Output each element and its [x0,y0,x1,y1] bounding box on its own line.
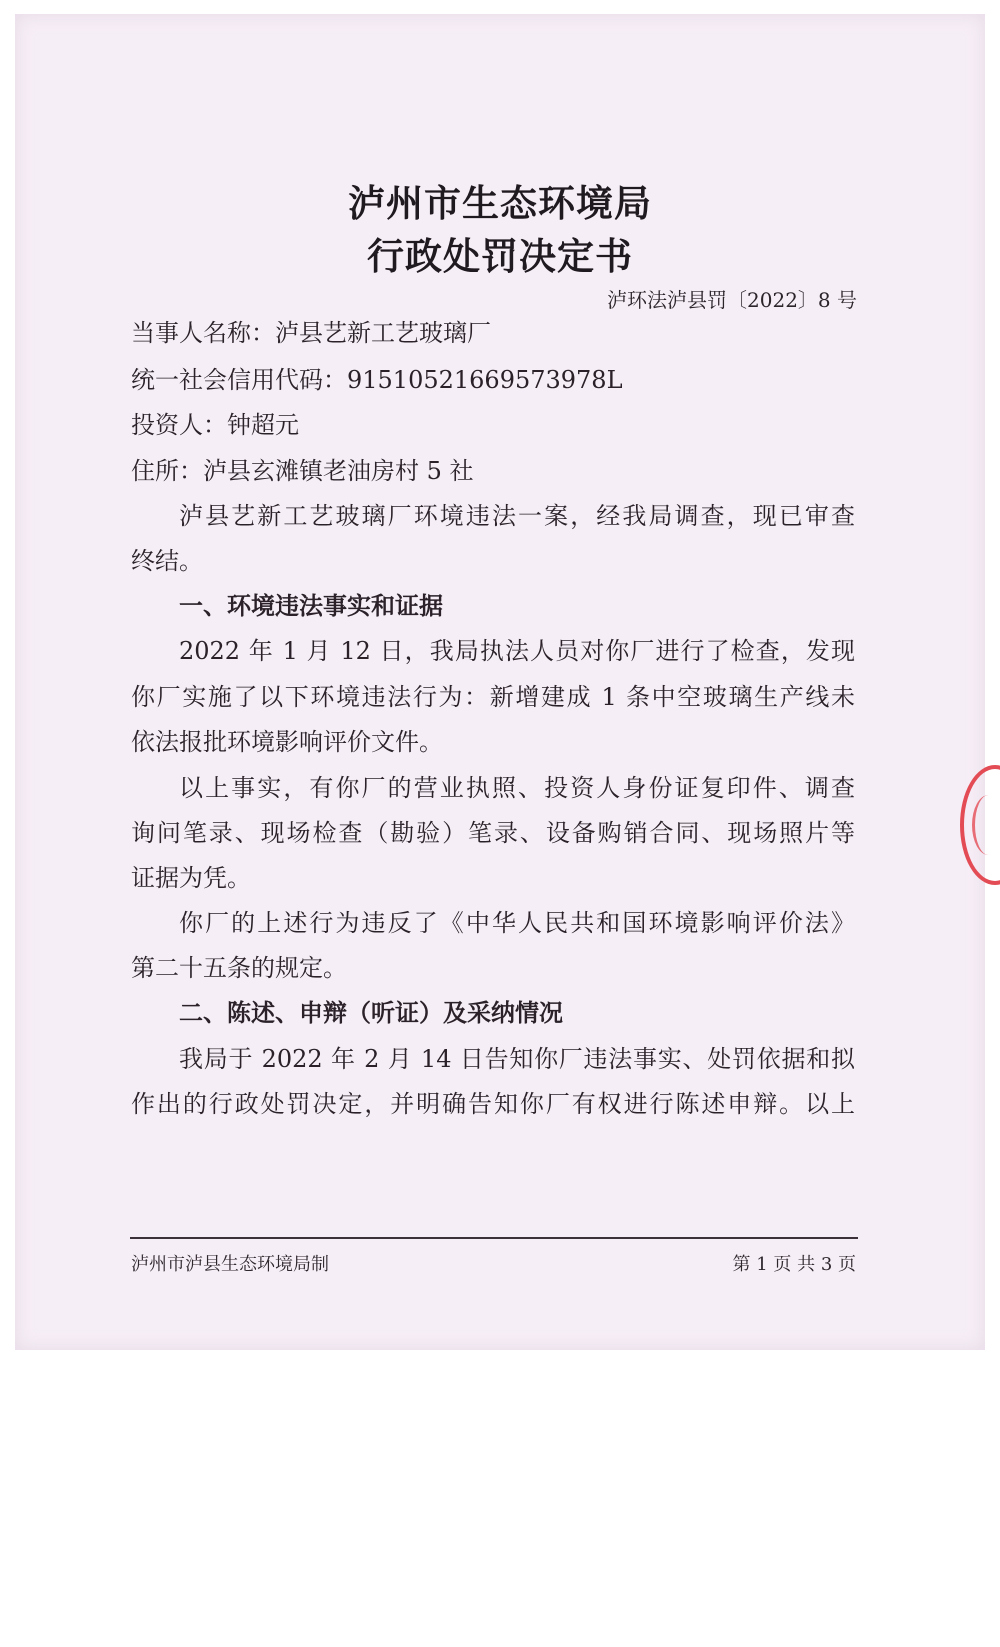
document-title-line2: 行政处罚决定书 [367,235,633,278]
investor: 投资人：钟超元 [131,411,299,439]
section1-para2-line-3: 证据为凭。 [131,864,251,892]
footer-issuer: 泸州市泸县生态环境局制 [131,1254,329,1275]
section1-para1-line-3: 依法报批环境影响评价文件。 [131,728,443,756]
intro-line-2: 终结。 [131,547,203,575]
document-number: 泸环法泸县罚〔2022〕8 号 [607,288,857,312]
footer-page-number: 第 1 页 共 3 页 [732,1254,856,1275]
section2-para1-line-1: 我局于 2022 年 2 月 14 日告知你厂违法事实、处罚依据和拟 [179,1045,855,1073]
credit-code: 统一社会信用代码：91510521669573978L [131,366,623,394]
section1-para2-line-1: 以上事实，有你厂的营业执照、投资人身份证复印件、调查 [179,774,855,802]
official-seal-mark [972,795,1000,855]
section2-para1-line-2: 作出的行政处罚决定，并明确告知你厂有权进行陈述申辩。以上 [131,1090,855,1118]
intro-line-1: 泸县艺新工艺玻璃厂环境违法一案，经我局调查，现已审查 [179,502,855,530]
party-name: 当事人名称：泸县艺新工艺玻璃厂 [131,319,491,347]
section1-para3-line-2: 第二十五条的规定。 [131,954,347,982]
section1-para1-line-2: 你厂实施了以下环境违法行为：新增建成 1 条中空玻璃生产线未 [131,683,855,711]
section2-heading: 二、陈述、申辩（听证）及采纳情况 [179,999,563,1027]
section1-para1-line-1: 2022 年 1 月 12 日，我局执法人员对你厂进行了检查，发现 [179,637,855,665]
section1-para3-line-1: 你厂的上述行为违反了《中华人民共和国环境影响评价法》 [179,909,855,937]
section1-heading: 一、环境违法事实和证据 [179,592,443,620]
address: 住所：泸县玄滩镇老油房村 5 社 [131,457,474,485]
document-title-line1: 泸州市生态环境局 [348,182,652,225]
section1-para2-line-2: 询问笔录、现场检查（勘验）笔录、设备购销合同、现场照片等 [131,819,855,847]
footer-divider [130,1237,858,1239]
